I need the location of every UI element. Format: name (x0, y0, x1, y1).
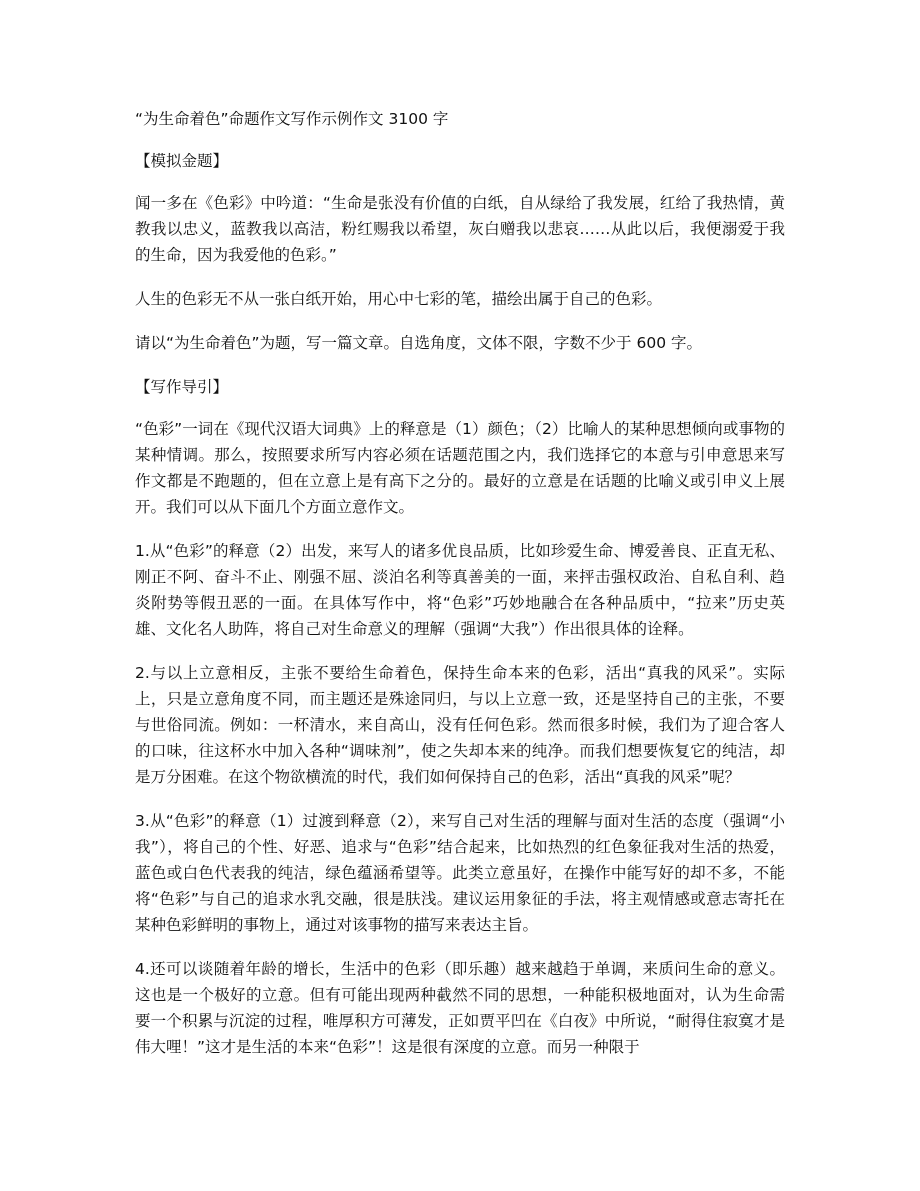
paragraph-quote: 闻一多在《色彩》中吟道：“生命是张没有价值的白纸，自从绿给了我发展，红给了我热情，黄教我以忠义，蓝教我以高洁，粉红赐我以希望，灰白赠我以悲哀……从此以后，我便溺爱于我的生命，因为我爱他的色彩。” (135, 194, 785, 264)
paragraph-point-1: 1.从“色彩”的释意（2）出发，来写人的诸多优良品质，比如珍爱生命、博爱善良、正直无私、刚正不阿、奋斗不止、刚强不屈、淡泊名利等真善美的一面，来抨击强权政治、自私自利、趋炎附势等假丑恶的一面。在具体写作中，将“色彩”巧妙地融合在各种品质中，“拉来”历史英雄、文化名人助阵，将自己对生命意义的理解（强调“大我”）作出很具体的诠释。 (135, 542, 785, 638)
paragraph-point-4: 4.还可以谈随着年龄的增长，生活中的色彩（即乐趣）越来越趋于单调，来质问生命的意义。这也是一个极好的立意。但有可能出现两种截然不同的思想，一种能积极地面对，认为生命需要一个积累与沉淀的过程，唯厚积方可薄发，正如贾平凹在《白夜》中所说，“耐得住寂寞才是伟大哩！”这才是生活的本来“色彩”！这是很有深度的立意。而另一种限于 (135, 960, 785, 1056)
paragraph-point-2: 2.与以上立意相反，主张不要给生命着色，保持生命本来的色彩，活出“真我的风采”。实际上，只是立意角度不同，而主题还是殊途同归，与以上立意一致，还是坚持自己的主张，不要与世俗同流。例如：一杯清水，来自高山，没有任何色彩。然而很多时候，我们为了迎合客人的口味，往这杯水中加入各种“调味剂”，使之失却本来的纯净。而我们想要恢复它的纯洁，却是万分困难。在这个物欲横流的时代，我们如何保持自己的色彩，活出“真我的风采”呢？ (135, 664, 785, 786)
paragraph-task: 请以“为生命着色”为题，写一篇文章。自选角度，文体不限，字数不少于 600 字。 (135, 334, 703, 352)
section-heading-mock-title: 【模拟金题】 (135, 152, 229, 170)
document-title: “为生命着色”命题作文写作示例作文 3100 字 (135, 110, 449, 128)
paragraph-guide: “色彩”一词在《现代汉语大词典》上的释意是（1）颜色；（2）比喻人的某种思想倾向或事物的某种情调。那么，按照要求所写内容必须在话题范围之内，我们选择它的本意与引申意思来写作文都是不跑题的，但在立意上是有高下之分的。最好的立意是在话题的比喻义或引申义上展开。我们可以从下面几个方面立意作文。 (135, 420, 785, 516)
section-heading-guide: 【写作导引】 (135, 378, 229, 396)
paragraph-intro: 人生的色彩无不从一张白纸开始，用心中七彩的笔，描绘出属于自己的色彩。 (135, 290, 663, 308)
document-body (135, 106, 785, 1078)
paragraph-point-3: 3.从“色彩”的释意（1）过渡到释意（2），来写自己对生活的理解与面对生活的态度（强调“小我”），将自己的个性、好恶、追求与“色彩”结合起来，比如热烈的红色象征我对生活的热爱，蓝色或白色代表我的纯洁，绿色蕴涵希望等。此类立意虽好，在操作中能写好的却不多，不能将“色彩”与自己的追求水乳交融，很是肤浅。建议运用象征的手法，将主观情感或意志寄托在某种色彩鲜明的事物上，通过对该事物的描写来表达主旨。 (135, 812, 785, 934)
